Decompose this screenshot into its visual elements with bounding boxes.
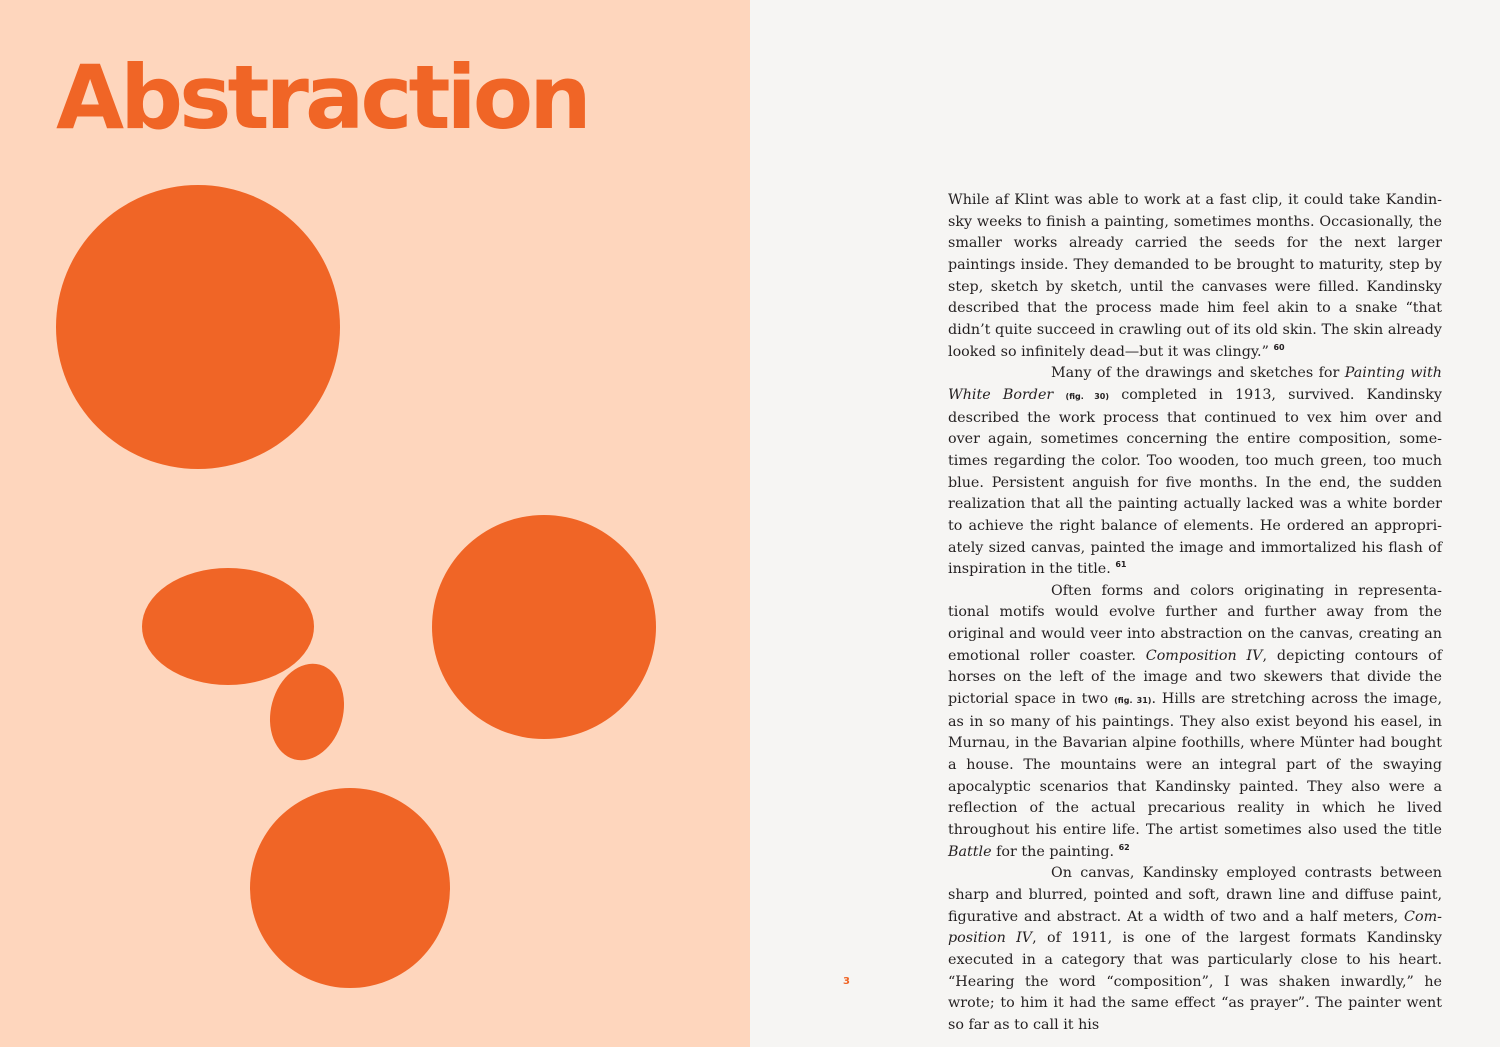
paragraph-4 (948, 863, 1442, 1036)
paragraph-3 (948, 581, 1442, 864)
footnote-marker: 61 (1115, 560, 1127, 570)
right-circle-shape (432, 515, 656, 739)
paragraph-text: , of 1911, is one of the largest formats Kandinsky executed in a category that was particularly close to his heart. “Hearing the word “composition”, I was shaken inwardly,” he wrote; to him it had the same effect “as prayer”. The painter went so far as to call it his (948, 930, 1442, 1033)
bottom-circle-shape (250, 788, 450, 988)
paragraph-text: Often forms and colors originating in representational motifs would evolve further and further away from the original and would veer into abstraction on the canvas, creating an emotional roller coaster. (948, 582, 1442, 664)
paragraph-text: On canvas, Kandinsky employed contrasts between sharp and blurred, pointed and soft, drawn line and diffuse paint, figurative and abstract. At a width of two and a half meters, (948, 865, 1442, 925)
paragraph-text: Many of the drawings and sketches for (1051, 365, 1345, 382)
paragraph-text: completed in 1913, survived. Kandinsky described the work process that continued to vex him over and over again, sometimes concerning the entire composition, sometimes regarding the color. Too wooden, too much green, too much blue. Persistent anguish for five months. In the end, the sudden realization that all the painting actually lacked was a white border to achieve the right balance of elements. He ordered an appropriately sized canvas, painted the image and immortalized his flash of inspiration in the title. (948, 386, 1443, 578)
paragraph-text: While af Klint was able to work at a fast clip, it could take Kandinsky weeks to finish a painting, sometimes months. Occasionally, the smaller works already carried the seeds for the next larger paintings inside. They demanded to be brought to maturity, step by step, sketch by sketch, until the canvases were filled. Kandinsky described that the process made him feel akin to a snake “that didn’t quite succeed in crawling out of its old skin. The skin already looked so infinitely dead—but it was clingy.” (948, 192, 1442, 360)
paragraph-2 (948, 363, 1442, 581)
footnote-marker: 62 (1118, 842, 1130, 852)
artwork-title: Battle (948, 843, 992, 860)
large-circle-shape (56, 185, 340, 469)
figure-reference: (fig. 31) (1114, 696, 1152, 706)
paragraph-text: . Hills are stretching across the image, as in so many of his paintings. They also exist beyond his easel, in Murnau, in the Bavarian alpine foothills, where Münter had bought a house. The mountains were an integral part of the swaying apocalyptic scenarios that Kandinsky painted. They also were a reflection of the actual precarious reality in which he lived throughout his entire life. The artist sometimes also used the title (948, 691, 1442, 839)
page-number: 3 (843, 976, 850, 987)
figure-reference: (fig. 30) (1065, 391, 1110, 401)
paragraph-text: , depicting contours of horses on the left of the image and two skewers that divide the pictorial space in two (948, 647, 1442, 708)
right-page (750, 0, 1500, 1047)
artwork-title: Composition IV (1145, 647, 1263, 664)
artwork-title: Painting with White Border (948, 365, 1442, 403)
wide-oval-shape (142, 568, 314, 685)
chapter-title: Abstraction (56, 46, 588, 149)
body-text (948, 190, 1442, 1037)
paragraph-1 (948, 190, 1442, 363)
footnote-marker: 60 (1273, 342, 1285, 352)
artwork-title: Composition IV (948, 908, 1442, 947)
paragraph-text: for the painting. (991, 843, 1115, 860)
